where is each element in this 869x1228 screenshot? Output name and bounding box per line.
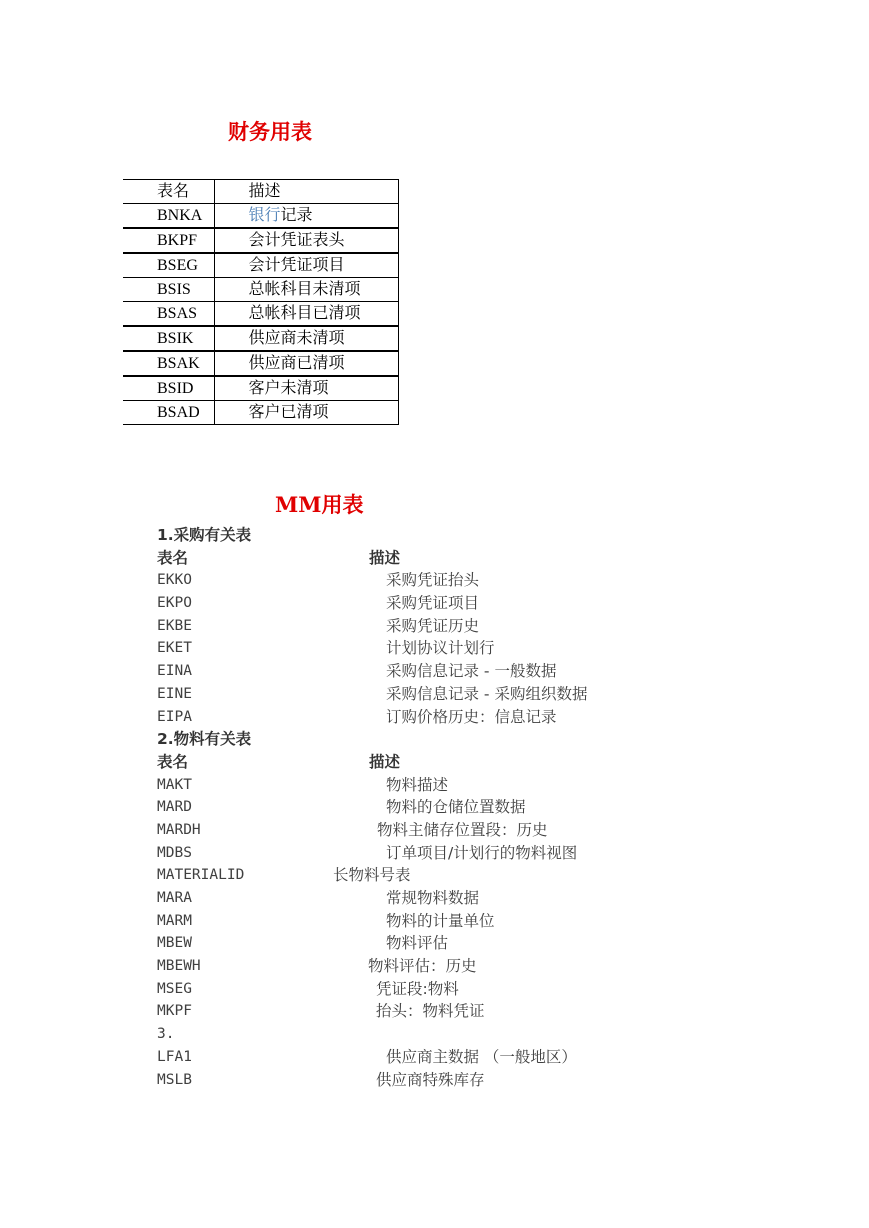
table-row <box>123 326 399 351</box>
table-code: MARA <box>157 890 192 906</box>
table-name: BSAD <box>123 401 214 425</box>
table-row <box>123 228 399 253</box>
bank-link[interactable]: 银行 <box>248 207 281 224</box>
table-desc: 客户未清项 <box>214 376 399 401</box>
table-code: MSLB <box>157 1071 192 1088</box>
list-item <box>157 615 837 638</box>
list-item <box>157 706 837 729</box>
table-row <box>123 204 399 229</box>
list-item <box>157 660 837 683</box>
table-desc: 物料的仓储位置数据 <box>386 798 526 817</box>
col-name-label: 表名 <box>157 752 189 771</box>
table-desc: 计划协议计划行 <box>386 639 495 658</box>
table-desc: 供应商未清项 <box>214 326 399 351</box>
section-heading-text: 1.采购有关表 <box>157 526 252 544</box>
table-desc: 客户已清项 <box>214 401 399 425</box>
table-desc: 物料评估：历史 <box>368 957 477 976</box>
list-item <box>157 1046 837 1069</box>
table-code: MARDH <box>157 821 201 838</box>
table-desc: 采购凭证历史 <box>386 616 480 635</box>
table-desc-text: 记录 <box>280 207 313 224</box>
table-code: MBEWH <box>157 958 201 975</box>
table-desc <box>214 204 399 229</box>
list-item <box>157 592 837 615</box>
list-item <box>157 819 837 842</box>
table-row <box>123 253 399 278</box>
table-desc: 采购凭证抬头 <box>386 571 480 590</box>
section-heading-text: 3. <box>157 1026 175 1043</box>
table-desc: 会计凭证项目 <box>214 253 399 278</box>
table-name: BSAK <box>123 351 214 376</box>
table-row <box>123 278 399 302</box>
table-code: MKPF <box>157 1003 192 1020</box>
table-desc: 长物料号表 <box>333 866 411 885</box>
list-item <box>157 842 837 865</box>
table-desc: 物料描述 <box>386 775 449 794</box>
list-item <box>157 978 837 1001</box>
table-header-row <box>123 180 399 204</box>
table-code: EKBE <box>157 617 192 634</box>
table-desc: 供应商特殊库存 <box>376 1070 485 1089</box>
header-desc: 描述 <box>214 180 399 204</box>
table-desc: 抬头：物料凭证 <box>376 1002 485 1021</box>
table-desc: 采购信息记录 - 采购组织数据 <box>386 684 588 703</box>
table-code: MATERIALID <box>157 867 245 884</box>
table-desc: 总帐科目未清项 <box>214 278 399 302</box>
list-item <box>157 887 837 910</box>
table-desc: 供应商主数据 （一般地区） <box>386 1047 577 1066</box>
section-heading <box>157 524 837 547</box>
table-name: BSAS <box>123 302 214 327</box>
section-heading <box>157 1023 837 1046</box>
table-desc: 常规物料数据 <box>386 889 480 907</box>
column-header-row <box>157 547 837 570</box>
table-code: MDBS <box>157 844 192 861</box>
mm-table-list <box>157 524 837 1091</box>
list-item <box>157 932 837 955</box>
col-desc-label: 描述 <box>369 548 401 567</box>
table-desc: 供应商已清项 <box>214 351 399 376</box>
list-item <box>157 637 837 660</box>
table-row <box>123 376 399 401</box>
table-name: BSEG <box>123 253 214 278</box>
table-code: MBEW <box>157 935 192 952</box>
finance-table <box>123 179 399 425</box>
list-item <box>157 569 837 592</box>
table-name: BSIS <box>123 278 214 302</box>
table-code: LFA1 <box>157 1048 192 1065</box>
table-name: BKPF <box>123 228 214 253</box>
table-desc: 总帐科目已清项 <box>214 302 399 327</box>
table-code: MAKT <box>157 776 192 793</box>
table-desc: 订单项目/计划行的物料视图 <box>386 843 578 862</box>
header-name: 表名 <box>123 180 214 204</box>
table-desc: 订购价格历史：信息记录 <box>386 707 557 726</box>
section-heading-text: 2.物料有关表 <box>157 730 252 749</box>
table-desc: 物料的计量单位 <box>386 911 495 930</box>
table-name: BNKA <box>123 204 214 229</box>
list-item <box>157 864 837 887</box>
col-name-label: 表名 <box>157 548 189 567</box>
section-heading <box>157 728 837 751</box>
finance-tables-title: 财务用表 <box>228 119 312 144</box>
table-desc: 会计凭证表头 <box>214 228 399 253</box>
mm-tables-title: MM用表 <box>275 492 364 517</box>
table-desc: 采购信息记录 - 一般数据 <box>386 662 557 681</box>
list-item <box>157 910 837 933</box>
col-desc-label: 描述 <box>369 752 401 771</box>
table-code: EKKO <box>157 572 192 589</box>
table-row <box>123 302 399 327</box>
list-item <box>157 796 837 819</box>
table-name: BSIK <box>123 326 214 351</box>
table-code: MSEG <box>157 980 192 997</box>
table-code: MARD <box>157 799 192 816</box>
table-code: EKET <box>157 640 192 657</box>
table-row <box>123 351 399 376</box>
table-code: EKPO <box>157 595 192 612</box>
list-item <box>157 1000 837 1023</box>
list-item <box>157 774 837 797</box>
table-code: EIPA <box>157 708 192 725</box>
list-item <box>157 955 837 978</box>
table-desc: 物料评估 <box>386 934 449 953</box>
table-desc: 物料主储存位置段：历史 <box>377 820 548 839</box>
list-item <box>157 683 837 706</box>
table-code: MARM <box>157 912 192 929</box>
list-item <box>157 1069 837 1092</box>
column-header-row <box>157 751 837 774</box>
table-desc: 采购凭证项目 <box>386 594 480 613</box>
table-desc: 凭证段:物料 <box>376 979 459 998</box>
table-row <box>123 401 399 425</box>
table-code: EINA <box>157 663 192 680</box>
table-code: EINE <box>157 685 192 702</box>
table-name: BSID <box>123 376 214 401</box>
